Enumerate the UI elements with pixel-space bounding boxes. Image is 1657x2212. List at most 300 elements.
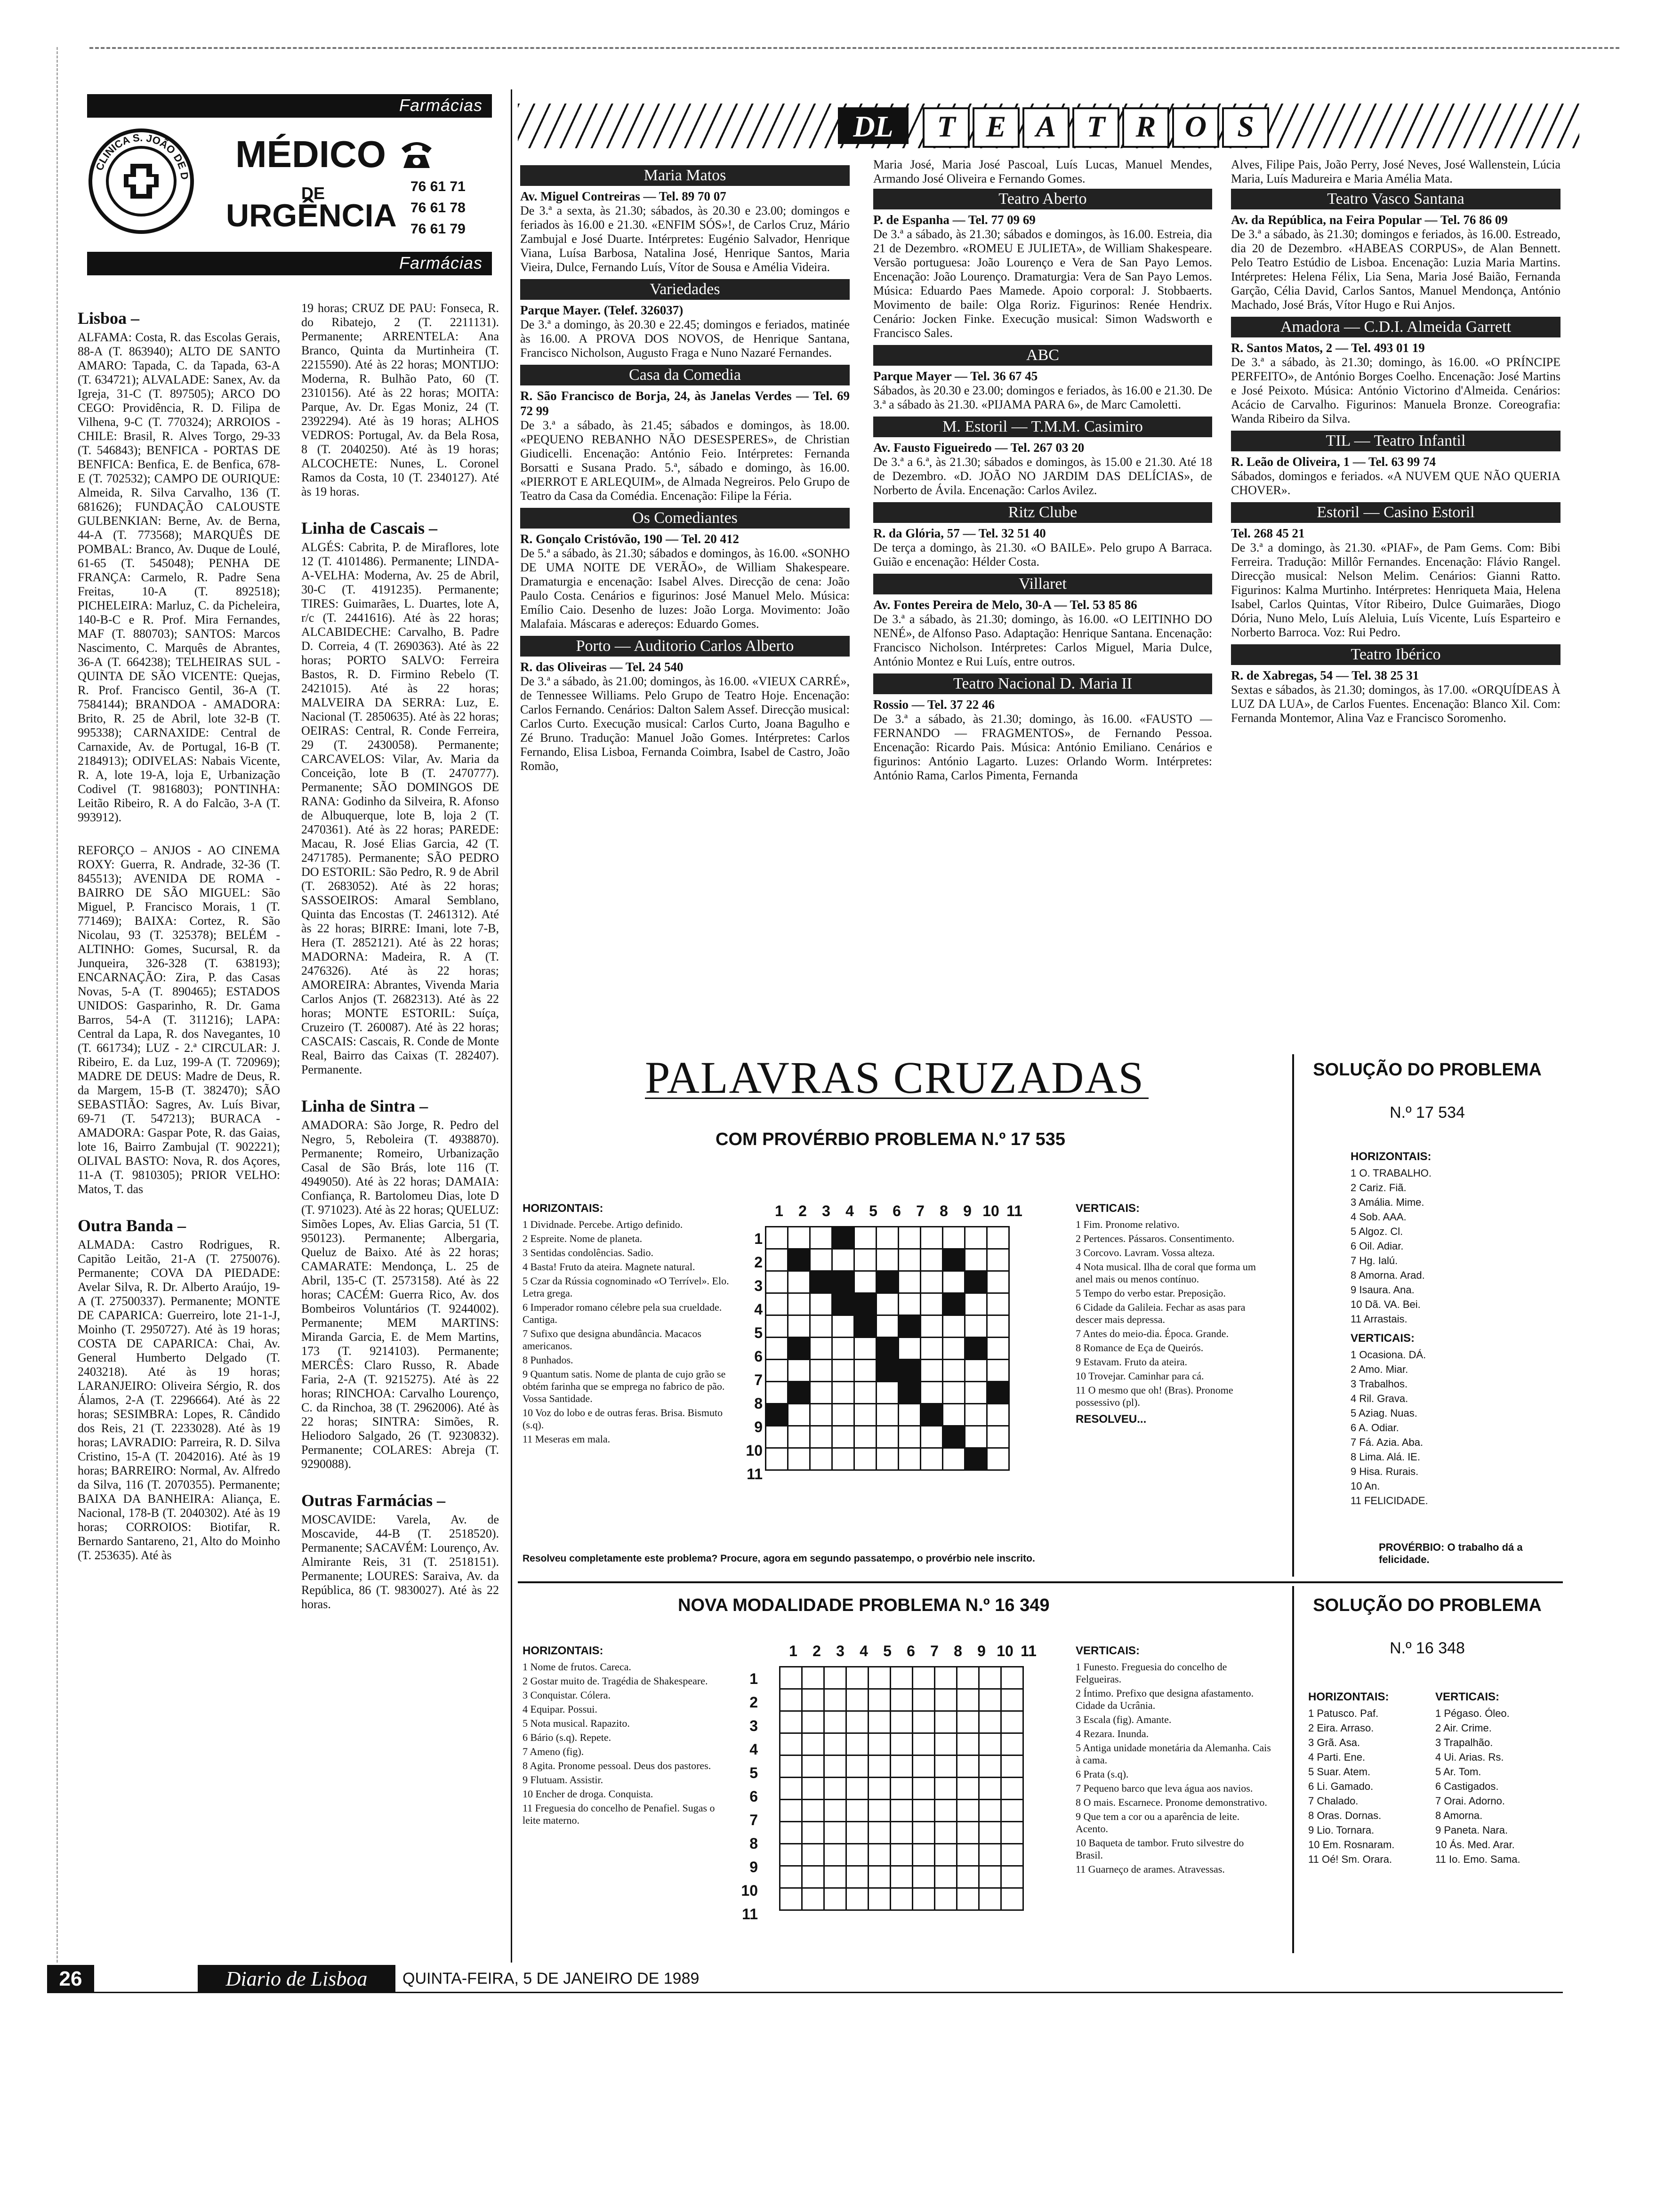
crossword-cell[interactable]	[979, 1733, 1001, 1755]
footer-date: QUINTA-FEIRA, 5 DE JANEIRO DE 1989	[402, 1970, 700, 1988]
theatre-listing	[873, 345, 1212, 412]
crossword-cell[interactable]	[1001, 1778, 1023, 1800]
crossword-cell[interactable]	[766, 1338, 788, 1360]
crossword-cell[interactable]	[891, 1866, 913, 1888]
crossword-cell[interactable]	[780, 1689, 802, 1711]
crossword-cell[interactable]	[935, 1711, 957, 1733]
crossword-cell[interactable]	[824, 1844, 846, 1866]
crossword-cell[interactable]	[869, 1689, 891, 1711]
crossword-cell[interactable]	[965, 1249, 987, 1271]
crossword-cell[interactable]	[802, 1888, 824, 1910]
crossword-row-number: 3	[749, 1717, 758, 1734]
crossword-cell[interactable]	[846, 1689, 869, 1711]
crossword-cell[interactable]	[1001, 1667, 1023, 1689]
crossword-cell[interactable]	[824, 1866, 846, 1888]
crossword-cell[interactable]	[913, 1822, 935, 1844]
crossword-cell[interactable]	[921, 1448, 943, 1470]
crossword-cell[interactable]	[766, 1382, 788, 1404]
crossword-cell[interactable]	[802, 1800, 824, 1822]
teatros-column-2	[873, 158, 1212, 1033]
solution-entry: 10 An.	[1351, 1480, 1380, 1492]
crossword-clue: 1 Fim. Pronome relativo.	[1076, 1218, 1180, 1230]
crossword-cell[interactable]	[824, 1689, 846, 1711]
crossword-cell[interactable]	[957, 1888, 979, 1910]
crossword-cell[interactable]	[913, 1800, 935, 1822]
crossword-cell[interactable]	[877, 1293, 899, 1315]
crossword-cell[interactable]	[832, 1338, 854, 1360]
theatre-address: R. da Glória, 57 — Tel. 32 51 40	[873, 526, 1046, 540]
crossword-row	[766, 1338, 1009, 1360]
crossword-cell[interactable]	[854, 1404, 877, 1426]
crossword-cell[interactable]	[832, 1315, 854, 1338]
crossword-clue: 6 Cidade da Galileia. Fechar as asas para descer mais depressa.	[1076, 1301, 1246, 1325]
crossword-cell[interactable]	[810, 1426, 832, 1448]
crossword-cell[interactable]	[854, 1227, 877, 1249]
crossword-cell[interactable]	[921, 1271, 943, 1293]
footer-page-number: 26	[47, 1965, 94, 1993]
crossword-cell[interactable]	[832, 1448, 854, 1470]
crossword-cell[interactable]	[824, 1667, 846, 1689]
crossword-cell[interactable]	[832, 1360, 854, 1382]
crossword-column-number: 3	[822, 1202, 830, 1219]
crossword-column-number: 6	[907, 1643, 915, 1659]
crossword-cell[interactable]	[921, 1382, 943, 1404]
crossword-cell[interactable]	[780, 1778, 802, 1800]
crossword-cell[interactable]	[987, 1404, 1009, 1426]
crossword-cell[interactable]	[935, 1667, 957, 1689]
crossword-cell[interactable]	[943, 1227, 965, 1249]
crossword-cell[interactable]	[921, 1249, 943, 1271]
crossword-cell[interactable]	[766, 1360, 788, 1382]
crossword-cell[interactable]	[877, 1448, 899, 1470]
crossword-cell[interactable]	[957, 1822, 979, 1844]
crossword-black-cell	[943, 1249, 965, 1271]
crossword-cell[interactable]	[913, 1733, 935, 1755]
crossword-cell[interactable]	[987, 1448, 1009, 1470]
crossword-cell[interactable]	[965, 1293, 987, 1315]
crossword-cell[interactable]	[987, 1360, 1009, 1382]
crossword-cell[interactable]	[935, 1844, 957, 1866]
crossword-cell[interactable]	[869, 1844, 891, 1866]
theatre-name: Ritz Clube	[873, 502, 1212, 523]
crossword-black-cell	[810, 1271, 832, 1293]
crossword-cell[interactable]	[987, 1249, 1009, 1271]
crossword-cell[interactable]	[913, 1711, 935, 1733]
crossword-cell[interactable]	[935, 1888, 957, 1910]
crossword-clue: 11 Guarneço de arames. Atravessas.	[1076, 1863, 1225, 1875]
crossword-cell[interactable]	[824, 1733, 846, 1755]
crossword-cell[interactable]	[913, 1888, 935, 1910]
theatre-continued-text: Alves, Filipe Pais, João Perry, José Neves, José Wallenstein, Lúcia Maria, Luís Madureira e Maria Amélia Mata.	[1231, 158, 1560, 185]
crossword-cell[interactable]	[869, 1822, 891, 1844]
crossword-cell[interactable]	[935, 1866, 957, 1888]
crossword-cell[interactable]	[832, 1404, 854, 1426]
crossword-cell[interactable]	[899, 1227, 921, 1249]
crossword-cell[interactable]	[869, 1778, 891, 1800]
theatre-details: De 3.ª a sábado, às 21.30; domingo, às 16.00. «O PRÍNCIPE PERFEITO», de António Borges Coelho. Encenação: José Martins e José Peixoto. Música: António Victorino d'Almeida. Cenários: Acácio de Carvalho. Figurinos: Manuela Bronze. Coreografia: Wanda Ribeiro da Silva.	[1231, 355, 1560, 425]
crossword-cell[interactable]	[824, 1800, 846, 1822]
crossword-cell[interactable]	[1001, 1755, 1023, 1778]
crossword-black-cell	[899, 1360, 921, 1382]
crossword-cell[interactable]	[965, 1227, 987, 1249]
crossword-cell[interactable]	[965, 1382, 987, 1404]
crossword-cell[interactable]	[854, 1360, 877, 1382]
crossword-cell[interactable]	[766, 1249, 788, 1271]
crossword-cell[interactable]	[943, 1382, 965, 1404]
crossword-cell[interactable]	[891, 1822, 913, 1844]
crossword-cell[interactable]	[935, 1822, 957, 1844]
crossword-cell[interactable]	[869, 1866, 891, 1888]
crossword-cell[interactable]	[802, 1822, 824, 1844]
crossword-cell[interactable]	[780, 1844, 802, 1866]
crossword-cell[interactable]	[943, 1448, 965, 1470]
crossword-cell[interactable]	[1001, 1711, 1023, 1733]
crossword-cell[interactable]	[846, 1755, 869, 1778]
crossword-cell[interactable]	[824, 1822, 846, 1844]
crossword-cell[interactable]	[824, 1755, 846, 1778]
crossword-cell[interactable]	[788, 1293, 810, 1315]
crossword-cell[interactable]	[877, 1315, 899, 1338]
crossword-cell[interactable]	[913, 1778, 935, 1800]
crossword-cell[interactable]	[891, 1711, 913, 1733]
crossword-cell[interactable]	[832, 1426, 854, 1448]
crossword-cell[interactable]	[891, 1844, 913, 1866]
crossword-cell[interactable]	[766, 1271, 788, 1293]
crossword-cell[interactable]	[957, 1800, 979, 1822]
crossword-cell[interactable]	[913, 1755, 935, 1778]
crossword-black-cell	[832, 1293, 854, 1315]
crossword-cell[interactable]	[987, 1227, 1009, 1249]
crossword-black-cell	[987, 1382, 1009, 1404]
crossword-row-number: 11	[742, 1906, 758, 1923]
crossword-cell[interactable]	[810, 1338, 832, 1360]
crossword-cell[interactable]	[935, 1755, 957, 1778]
crossword-cell[interactable]	[921, 1360, 943, 1382]
theatre-name: M. Estoril — T.M.M. Casimiro	[873, 417, 1212, 437]
solution1-proverbio: PROVÉRBIO: O trabalho dá a felicidade.	[1379, 1541, 1523, 1565]
crossword-cell[interactable]	[913, 1866, 935, 1888]
crossword-cell[interactable]	[1001, 1866, 1023, 1888]
crossword2-grid[interactable]	[779, 1666, 1024, 1911]
crossword-cell[interactable]	[899, 1271, 921, 1293]
crossword-cell[interactable]	[1001, 1689, 1023, 1711]
theatre-details: De 3.ª a sábado, às 21.45; sábados e domingos, às 18.00. «PEQUENO REBANHO NÃO DESESPERES», de Christian Giudicelli. Encenação: António Feio. Intérpretes: Fernanda Borsatti e Susana Prado. 5.ª, sábado e domingo, às 16.00. «PIERROT E ARLEQUIM», de Almada Negreiros. Pelo Grupo de Teatro da Casa da Comédia. Encenação: Filipe la Féria.	[520, 418, 850, 503]
theatre-address: Parque Mayer. (Telef. 326037)	[520, 303, 684, 317]
crossword-cell[interactable]	[935, 1778, 957, 1800]
solution-entry: 7 Fá. Azia. Aba.	[1351, 1436, 1424, 1448]
crossword-clue: 1 Nome de frutos. Careca.	[523, 1661, 631, 1673]
crossword-cell[interactable]	[810, 1382, 832, 1404]
crossword-cell[interactable]	[780, 1888, 802, 1910]
crossword-cell[interactable]	[913, 1689, 935, 1711]
crossword-cell[interactable]	[788, 1315, 810, 1338]
crossword-clue: 2 Íntimo. Prefixo que designa afastamento. Cidade da Ucrânia.	[1076, 1687, 1254, 1711]
solution-entry: 10 Ás. Med. Arar.	[1435, 1839, 1515, 1851]
crossword-cell[interactable]	[846, 1667, 869, 1689]
crossword-cell[interactable]	[957, 1778, 979, 1800]
crossword-cell[interactable]	[869, 1800, 891, 1822]
crossword-cell[interactable]	[891, 1778, 913, 1800]
crossword-cell[interactable]	[979, 1844, 1001, 1866]
theatre-address: R. Leão de Oliveira, 1 — Tel. 63 99 74	[1231, 455, 1436, 469]
theatre-listing	[873, 673, 1212, 783]
crossword-cell[interactable]	[810, 1315, 832, 1338]
crossword-cell[interactable]	[957, 1866, 979, 1888]
crossword-cell[interactable]	[869, 1711, 891, 1733]
crossword-column-number: 11	[1006, 1202, 1022, 1219]
crossword-cell[interactable]	[877, 1404, 899, 1426]
solution-entry: 6 Li. Gamado.	[1308, 1780, 1374, 1792]
crossword-cell[interactable]	[965, 1360, 987, 1382]
crossword-cell[interactable]	[846, 1800, 869, 1822]
crossword-cell[interactable]	[869, 1755, 891, 1778]
solution-entry: 10 Em. Rosnaram.	[1308, 1839, 1395, 1851]
crossword-cell[interactable]	[1001, 1822, 1023, 1844]
crossword-cell[interactable]	[788, 1227, 810, 1249]
crossword-cell[interactable]	[780, 1866, 802, 1888]
crossword-column-number: 1	[789, 1643, 797, 1659]
crossword-cell[interactable]	[846, 1733, 869, 1755]
crossword-cell[interactable]	[802, 1755, 824, 1778]
crossword-cell[interactable]	[891, 1800, 913, 1822]
crossword-cell[interactable]	[979, 1800, 1001, 1822]
crossword-cell[interactable]	[979, 1822, 1001, 1844]
crossword-cell[interactable]	[935, 1733, 957, 1755]
crossword-cell[interactable]	[979, 1689, 1001, 1711]
crossword-cell[interactable]	[846, 1711, 869, 1733]
crossword-cell[interactable]	[913, 1667, 935, 1689]
crossword-cell[interactable]	[979, 1755, 1001, 1778]
theatre-details: De 3.ª a sábado, às 21.00; domingos, às 16.00. «VIEUX CARRÉ», de Tennessee Williams. Pelo Grupo de Teatro Hoje. Encenação: Carlos Fernando. Cenários: Dalton Salem Assef. Direcção musical: Carlos Curto. Execução musical: Carlos Curto, Joana Bagulho e Zé Bruno. Tradução: Manuel João Gomes. Intérpretes: Carlos Fernando, Elisa Lisboa, Fernanda Coimbra, Isabel de Castro, João Romão,	[520, 674, 850, 773]
crossword-cell[interactable]	[899, 1293, 921, 1315]
crossword-cell[interactable]	[935, 1800, 957, 1822]
theatre-address: P. de Espanha — Tel. 77 09 69	[873, 213, 1036, 227]
crossword-cell[interactable]	[810, 1227, 832, 1249]
crossword-cell[interactable]	[979, 1778, 1001, 1800]
crossword-cell[interactable]	[832, 1249, 854, 1271]
crossword-cell[interactable]	[810, 1360, 832, 1382]
crossword-cell[interactable]	[788, 1404, 810, 1426]
crossword-cell[interactable]	[987, 1426, 1009, 1448]
crossword-cell[interactable]	[854, 1382, 877, 1404]
crossword-cell[interactable]	[957, 1711, 979, 1733]
solution1-verticais-label: VERTICAIS:	[1351, 1332, 1415, 1345]
crossword-cell[interactable]	[899, 1448, 921, 1470]
crossword-cell[interactable]	[854, 1249, 877, 1271]
crossword-cell[interactable]	[846, 1888, 869, 1910]
crossword-cell[interactable]	[899, 1249, 921, 1271]
crossword-cell[interactable]	[824, 1778, 846, 1800]
crossword1-footer: Resolveu completamente este problema? Procure, agora em segundo passatempo, o provérbio nele inscrito.	[523, 1553, 1035, 1564]
crossword-cell[interactable]	[957, 1844, 979, 1866]
crossword-cell[interactable]	[846, 1844, 869, 1866]
crossword-clue: 4 Rezara. Inunda.	[1076, 1728, 1149, 1739]
crossword-cell[interactable]	[891, 1888, 913, 1910]
crossword-row	[766, 1315, 1009, 1338]
crossword-cell[interactable]	[802, 1866, 824, 1888]
crossword-cell[interactable]	[854, 1271, 877, 1293]
crossword-cell[interactable]	[846, 1778, 869, 1800]
crossword-cell[interactable]	[1001, 1844, 1023, 1866]
left-margin-rule	[56, 47, 58, 1963]
farmacias-column-1	[78, 301, 280, 1920]
crossword-cell[interactable]	[979, 1667, 1001, 1689]
crossword-cell[interactable]	[877, 1382, 899, 1404]
crossword-cell[interactable]	[869, 1888, 891, 1910]
crossword-cell[interactable]	[987, 1293, 1009, 1315]
crossword-cell[interactable]	[979, 1711, 1001, 1733]
crossword-cell[interactable]	[935, 1689, 957, 1711]
crossword-cell[interactable]	[832, 1382, 854, 1404]
crossword-cell[interactable]	[1001, 1800, 1023, 1822]
crossword-cell[interactable]	[780, 1822, 802, 1844]
crossword-cell[interactable]	[957, 1755, 979, 1778]
crossword-cell[interactable]	[957, 1667, 979, 1689]
crossword-cell[interactable]	[891, 1689, 913, 1711]
crossword-cell[interactable]	[943, 1360, 965, 1382]
crossword-cell[interactable]	[943, 1404, 965, 1426]
crossword-cell[interactable]	[965, 1404, 987, 1426]
crossword-cell[interactable]	[913, 1844, 935, 1866]
crossword-cell[interactable]	[766, 1227, 788, 1249]
teatros-title	[923, 107, 1269, 144]
crossword-cell[interactable]	[810, 1448, 832, 1470]
crossword-cell[interactable]	[780, 1800, 802, 1822]
crossword-cell[interactable]	[810, 1249, 832, 1271]
solution-entry: 1 O. TRABALHO.	[1351, 1167, 1432, 1179]
crossword-cell[interactable]	[899, 1426, 921, 1448]
crossword-cell[interactable]	[854, 1426, 877, 1448]
crossword-cell[interactable]	[810, 1293, 832, 1315]
crossword-cell[interactable]	[1001, 1733, 1023, 1755]
crossword-cell[interactable]	[766, 1426, 788, 1448]
crossword-cell[interactable]	[987, 1315, 1009, 1338]
crossword-cell[interactable]	[921, 1426, 943, 1448]
theatre-name: Variedades	[520, 279, 850, 300]
crossword-cell[interactable]	[854, 1338, 877, 1360]
crossword-clue: 8 Agita. Pronome pessoal. Deus dos pastores.	[523, 1760, 711, 1771]
crossword-cell[interactable]	[877, 1249, 899, 1271]
crossword-cell[interactable]	[766, 1448, 788, 1470]
crossword-cell[interactable]	[987, 1338, 1009, 1360]
crossword-clue: 9 Que tem a cor ou a aparência de leite. Acento.	[1076, 1811, 1240, 1835]
medico-de: DE	[301, 184, 325, 203]
crossword-cell[interactable]	[943, 1338, 965, 1360]
crossword-cell[interactable]	[891, 1733, 913, 1755]
solution-entry: 5 Algoz. Cl.	[1351, 1226, 1403, 1237]
crossword-black-cell	[965, 1338, 987, 1360]
solution-entry: 1 Patusco. Paf.	[1308, 1707, 1379, 1719]
theatre-details: De 3.ª a sábado, às 21.30; domingo, às 16.00. «O LEITINHO DO NENÉ», de Alfonso Paso. Adaptação: Henrique Santana. Encenação: Francisco Nicholson. Intérpretes: Carlos Miguel, Maria Dulce, António Montez e Rui Luís, entre outros.	[873, 612, 1212, 668]
crossword-cell[interactable]	[957, 1689, 979, 1711]
crossword-cell[interactable]	[869, 1667, 891, 1689]
crossword-black-cell	[788, 1249, 810, 1271]
crossword-cell[interactable]	[1001, 1888, 1023, 1910]
crossword-cell[interactable]	[802, 1778, 824, 1800]
crossword-cell[interactable]	[846, 1866, 869, 1888]
crossword-cell[interactable]	[824, 1711, 846, 1733]
crossword-clue: 7 Ameno (fig).	[523, 1746, 584, 1757]
crossword-cell[interactable]	[899, 1338, 921, 1360]
theatre-listing	[1231, 189, 1560, 312]
crossword-cell[interactable]	[921, 1315, 943, 1338]
pharmacy-list-entry: ALMADA: Castro Rodrigues, R. Capitão Leitão, 21-A (T. 2750076). Permanente; COVA DA PIEDADE: Avelar Silva, R. Dr. Alberto Araújo, 19-A (T. 27500337). Permanente; MONTE DE CAPARICA: Guerreiro, lote 21-1-J, Moinho (T. 2950727). Até às 19 horas; COSTA DE CAPARICA: Chai, Av. General Humberto Delgado (T. 2403218). Até às 19 horas; LARANJEIRO: Oliveira Sérgio, R. dos Álamos, 2-A (T. 2296664). Até às 22 horas; SESIMBRA: Lopes, R. Cândido dos Reis, 21 (T. 2233028). Até às 19 horas; LAVRADIO: Parreira, R. D. Silva Cristino, 15-A (T. 2042016). Até às 19 horas; BARREIRO: Normal, Av. Alfredo da Silva, 116 (T. 2070355). Permanente; BAIXA DA BANHEIRA: Aliança, E. Nacional, 178-B (T. 2040302). Até às 19 horas; CORROIOS: Biotifar, R. Bernardo Santareno, 21, Alto do Moinho (T. 253635). Até às	[78, 1238, 280, 1562]
crossword-cell[interactable]	[802, 1689, 824, 1711]
crossword-cell[interactable]	[877, 1227, 899, 1249]
solution-entry: 4 Sob. AAA.	[1351, 1211, 1407, 1223]
crossword-cell[interactable]	[869, 1733, 891, 1755]
crossword-cell[interactable]	[987, 1271, 1009, 1293]
crossword-cell[interactable]	[943, 1271, 965, 1293]
crossword-cell[interactable]	[891, 1667, 913, 1689]
crossword-cell[interactable]	[957, 1733, 979, 1755]
crossword-black-cell	[832, 1271, 854, 1293]
crossword-black-cell	[965, 1448, 987, 1470]
solution-entry: 11 Arrastais.	[1351, 1313, 1408, 1325]
crossword2-verticais-label: VERTICAIS:	[1076, 1644, 1140, 1657]
crossword-cell[interactable]	[788, 1271, 810, 1293]
crossword-cell[interactable]	[899, 1404, 921, 1426]
crossword-column-number: 9	[963, 1202, 972, 1219]
crossword-cell[interactable]	[921, 1227, 943, 1249]
crossword-cell[interactable]	[965, 1315, 987, 1338]
farmacias-header-bottom: Farmácias	[87, 252, 492, 275]
crossword-row-number: 1	[754, 1230, 763, 1247]
crossword-cell[interactable]	[877, 1426, 899, 1448]
crossword-cell[interactable]	[965, 1426, 987, 1448]
teatros-title-letter: S	[1222, 107, 1269, 148]
crossword-cell[interactable]	[788, 1448, 810, 1470]
crossword-clue: 4 Nota musical. Ilha de coral que forma um anel mais ou menos contínuo.	[1076, 1261, 1256, 1285]
crossword-cell[interactable]	[780, 1667, 802, 1689]
teatros-column-1	[520, 162, 850, 1033]
crossword1-grid[interactable]	[765, 1226, 1010, 1471]
crossword-cell[interactable]	[802, 1711, 824, 1733]
crossword-cell[interactable]	[780, 1711, 802, 1733]
crossword-cell[interactable]	[788, 1426, 810, 1448]
crossword-cell[interactable]	[780, 1733, 802, 1755]
crossword-cell[interactable]	[802, 1844, 824, 1866]
crossword-cell[interactable]	[788, 1360, 810, 1382]
farmacias-header-top: Farmácias	[87, 94, 492, 118]
theatre-address: Parque Mayer — Tel. 36 67 45	[873, 369, 1038, 383]
theatre-address: Av. da República, na Feira Popular — Tel. 76 86 09	[1231, 213, 1508, 227]
crossword-cell[interactable]	[780, 1755, 802, 1778]
crossword-cell[interactable]	[921, 1338, 943, 1360]
crossword-cell[interactable]	[943, 1315, 965, 1338]
solution1-title: SOLUÇÃO DO PROBLEMA	[1313, 1060, 1542, 1080]
crossword-cell[interactable]	[979, 1866, 1001, 1888]
crossword-cell[interactable]	[979, 1888, 1001, 1910]
crossword-cell[interactable]	[824, 1888, 846, 1910]
theatre-name: Teatro Ibérico	[1231, 644, 1560, 665]
solution1-horizontais-list	[1351, 1167, 1560, 1325]
teatros-logo: DL	[838, 107, 909, 144]
crossword-clue: 6 Bário (s.q). Repete.	[523, 1731, 611, 1743]
crossword-clue: 11 Meseras em mala.	[523, 1433, 611, 1445]
crossword-cell[interactable]	[802, 1733, 824, 1755]
crossword-cell[interactable]	[766, 1315, 788, 1338]
crossword-row	[780, 1667, 1023, 1689]
crossword-cell[interactable]	[810, 1404, 832, 1426]
theatre-address: R. São Francisco de Borja, 24, às Janelas Verdes — Tel. 69 72 99	[520, 389, 850, 418]
crossword-cell[interactable]	[802, 1667, 824, 1689]
crossword-cell[interactable]	[921, 1293, 943, 1315]
crossword-cell[interactable]	[766, 1293, 788, 1315]
crossword-cell[interactable]	[854, 1448, 877, 1470]
crossword-cell[interactable]	[891, 1755, 913, 1778]
crossword-cell[interactable]	[846, 1822, 869, 1844]
